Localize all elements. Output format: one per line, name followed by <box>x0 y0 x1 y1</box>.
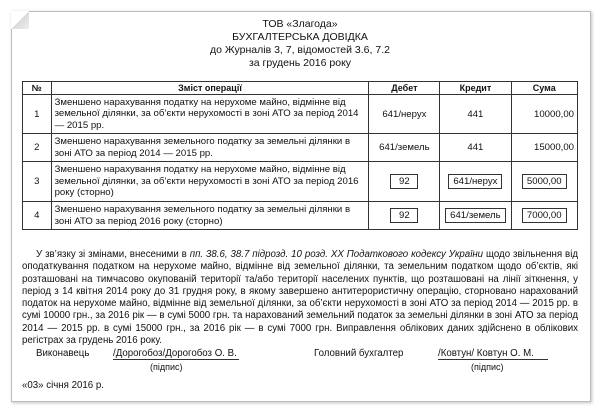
row-credit: 641/нерух <box>448 174 502 189</box>
document-header <box>0 18 600 70</box>
col-header-number: № <box>23 82 52 95</box>
row-content: Зменшено нарахування земельного податку за земельні ділянки в зоні АТО за період 2014 — 2015 рр. <box>51 134 369 162</box>
journals-reference: до Журналів 3, 7, відомостей 3.6, 7.2 <box>210 44 390 56</box>
row-number: 2 <box>23 134 52 162</box>
row-credit: 641/земель <box>445 208 506 223</box>
table-row <box>23 162 578 202</box>
row-credit: 441 <box>440 95 511 134</box>
col-header-credit: Кредит <box>440 82 511 95</box>
document-period: за грудень 2016 року <box>248 57 352 69</box>
row-number: 4 <box>23 202 52 230</box>
row-content: Зменшено нарахування земельного податку за земельні ділянки в зоні АТО за період 2016 року (сторно) <box>51 202 369 230</box>
row-number: 3 <box>23 162 52 202</box>
accountant-signature: /Ковтун/ Ковтун О. М. <box>438 348 548 360</box>
paragraph-body: щодо звільнення від оподаткування податком на нерухоме майно, відмінне від земельної ділянки, та земельним податком щодо об’єктів, які розташовані на тимчасово окупованій території та/або території населених пунктів, що розташовані на лінії зіткнення, у період з 14 квітня 2014 року до 31 грудня року, в якому завершено антитерористичну операцію, сторновано нарахований податок на нерухоме майно, відмінне від земельної ділянки, за об’єкти нерухомості в зоні АТО за період 2014 — 2015 рр. в сумі 10000 грн., за 2016 рік — в сумі 5000 грн. та нарахований земельний податок за земельні ділянки в зоні АТО за період 2014 — 2015 рр. в сумі 15000 грн., за 2016 рік — в сумі 7000 грн. Виправлення облікових даних здійснено в облікових регістрах за грудень 2016 року. <box>22 249 578 347</box>
row-content: Зменшено нарахування податку на нерухоме майно, відмінне від земельної ділянки, за об’єкти нерухомості в зоні АТО за період 2016 року (сторно) <box>51 162 369 202</box>
paragraph-lead: У зв’язку зі змінами, внесеними в <box>36 249 190 260</box>
row-sum: 10000,00 <box>511 95 578 134</box>
accountant-label: Головний бухгалтер <box>314 348 404 359</box>
table-header-row <box>23 82 578 95</box>
executor-signature: /Дорогобоз/Дорогобоз О. В. <box>113 348 239 360</box>
row-number: 1 <box>23 95 52 134</box>
row-sum: 5000,00 <box>522 174 567 189</box>
tax-code-citation: пп. 38.6, 38.7 підрозд. 10 розд. ХХ Податкового кодексу України <box>189 249 484 260</box>
accountant-signature-caption: (підпис) <box>471 362 504 372</box>
operations-table <box>22 81 578 230</box>
col-header-content: Зміст операції <box>51 82 369 95</box>
explanation-paragraph <box>22 249 578 347</box>
company-name: ТОВ «Злагода» <box>262 18 338 30</box>
row-debit: 92 <box>390 208 418 223</box>
table-row <box>23 134 578 162</box>
executor-signature-caption: (підпис) <box>150 362 183 372</box>
col-header-sum: Сума <box>511 82 578 95</box>
row-debit: 641/земель <box>369 134 440 162</box>
row-content: Зменшено нарахування податку на нерухоме майно, відмінне від земельної ділянки, за об’єкти нерухомості в зоні АТО за період 2014 — 2015 рр. <box>51 95 369 134</box>
executor-label: Виконавець <box>36 348 90 359</box>
row-debit: 641/нерух <box>369 95 440 134</box>
document-title: БУХГАЛТЕРСЬКА ДОВІДКА <box>232 31 368 43</box>
row-credit: 441 <box>440 134 511 162</box>
col-header-debit: Дебет <box>369 82 440 95</box>
row-sum: 7000,00 <box>522 208 567 223</box>
row-debit: 92 <box>390 174 418 189</box>
row-sum: 15000,00 <box>511 134 578 162</box>
table-row <box>23 202 578 230</box>
document-date: «03» січня 2016 р. <box>22 380 104 391</box>
table-row <box>23 95 578 134</box>
